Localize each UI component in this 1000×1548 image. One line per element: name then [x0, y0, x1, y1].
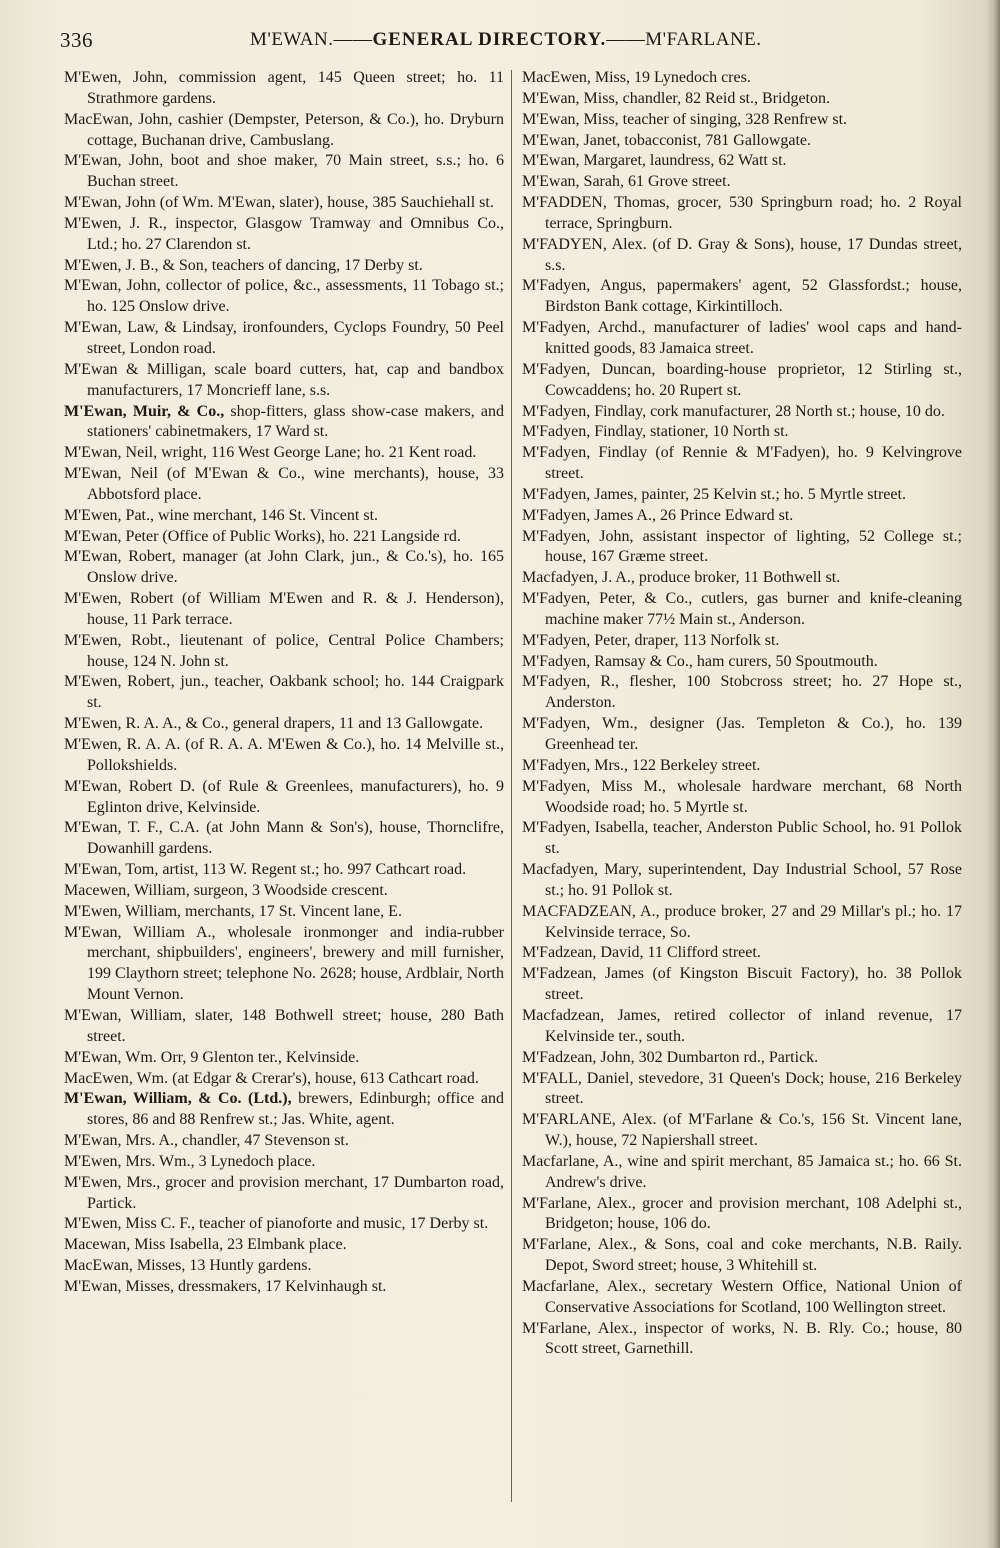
directory-entry: M'Ewan, John (of Wm. M'Ewan, slater), house, 385 Sauchiehall st. — [64, 194, 494, 212]
directory-entry: MacEwan, John, cashier (Dempster, Peterson, & Co.), ho. Dryburn cottage, Buchanan drive, Cambuslang. — [64, 110, 504, 149]
directory-entry: M'Ewan, John, collector of police, &c., assessments, 11 Tobago st.; ho. 125 Onslow drive. — [64, 277, 504, 316]
directory-entry: M'Fadyen, Archd., manufacturer of ladies' wool caps and hand-knitted goods, 83 Jamaica street. — [522, 319, 962, 357]
directory-entry: M'Fadyen, Findlay, cork manufacturer, 28 North st.; house, 10 do. — [522, 402, 945, 420]
directory-entry: M'Ewan, Wm. Orr, 9 Glenton ter., Kelvinside. — [64, 1048, 360, 1066]
directory-entry: M'Fadyen, Findlay (of Rennie & M'Fadyen), ho. 9 Kelvingrove street. — [522, 444, 962, 483]
directory-entry: M'Farlane, Alex., grocer and provision merchant, 108 Adelphi st., Bridgeton; house, 106 do. — [522, 1194, 962, 1233]
directory-entry: M'Fadzean, David, 11 Clifford street. — [522, 944, 761, 962]
directory-entry: M'FARLANE, Alex. (of M'Farlane & Co.'s, 156 St. Vincent lane, W.), house, 72 Napiershall street. — [522, 1111, 962, 1150]
directory-entry: M'Fadyen, Duncan, boarding-house proprietor, 12 Stirling st., Cowcaddens; ho. 20 Rupert st. — [522, 360, 962, 399]
directory-entry: M'Ewen, John, commission agent, 145 Queen street; ho. 11 Strathmore gardens. — [64, 69, 504, 107]
directory-entry: Macfadyen, Mary, superintendent, Day Industrial School, 57 Rose st.; ho. 91 Pollok st. — [522, 861, 962, 899]
directory-entry: Macewan, Miss Isabella, 23 Elmbank place. — [64, 1236, 347, 1254]
directory-entry: M'FALL, Daniel, stevedore, 31 Queen's Dock; house, 216 Berkeley street. — [522, 1069, 962, 1108]
directory-entry: M'Ewen, R. A. A., & Co., general drapers, 11 and 13 Gallowgate. — [64, 715, 484, 733]
directory-entry: M'Fadyen, James A., 26 Prince Edward st. — [522, 506, 794, 524]
directory-entry: M'Ewan, Neil, wright, 116 West George Lane; ho. 21 Kent road. — [64, 444, 477, 462]
directory-entry: M'Ewan & Milligan, scale board cutters, hat, cap and bandbox manufacturers, 17 Moncrieff lane, s.s. — [64, 360, 504, 399]
page-number: 336 — [60, 28, 93, 52]
directory-entry: Macfadzean, James, retired collector of inland revenue, 17 Kelvinside ter., south. — [522, 1006, 962, 1045]
directory-entry: M'Fadyen, Isabella, teacher, Anderston Public School, ho. 91 Pollok st. — [522, 819, 962, 858]
directory-entry: M'Fadyen, James, painter, 25 Kelvin st.; ho. 5 Myrtle street. — [522, 485, 906, 503]
directory-entry: M'Ewan, Tom, artist, 113 W. Regent st.; ho. 997 Cathcart road. — [64, 861, 467, 879]
directory-entry: M'Ewen, J. R., inspector, Glasgow Tramway and Omnibus Co., Ltd.; ho. 27 Clarendon st. — [64, 214, 504, 253]
directory-entry: M'Ewen, Robt., lieutenant of police, Central Police Chambers; house, 124 N. John st. — [64, 631, 504, 670]
page-edge-shadow — [986, 0, 1000, 1548]
directory-entry: M'Ewen, Mrs., grocer and provision merchant, 17 Dumbarton road, Partick. — [64, 1173, 504, 1212]
directory-entry: M'Ewan, William, & Co. (Ltd.), brewers, Edinburgh; office and stores, 86 and 88 Renfrew st.; Jas. White, agent. — [64, 1090, 504, 1129]
directory-entry: M'Fadzean, James (of Kingston Biscuit Factory), ho. 38 Pollok street. — [522, 965, 962, 1004]
directory-entry: M'Ewen, R. A. A. (of R. A. A. M'Ewen & Co.), ho. 14 Melville st., Pollokshields. — [64, 736, 504, 774]
directory-entry: M'Ewan, T. F., C.A. (at John Mann & Son's), house, Thornclifre, Dowanhill gardens. — [64, 819, 504, 858]
directory-entry: MacEwen, Wm. (at Edgar & Crerar's), house, 613 Cathcart road. — [64, 1069, 479, 1087]
directory-entry: M'Ewan, Miss, chandler, 82 Reid st., Bridgeton. — [522, 89, 830, 107]
directory-entry: M'Ewan, Peter (Office of Public Works), ho. 221 Langside rd. — [64, 527, 461, 545]
directory-entry: M'Ewan, William A., wholesale ironmonger and india-rubber merchant, shipbuilders', engineers', brewery and mill furnisher, 199 Claythorn street; telephone No. 2628; house, Ardblair, North Mount Vernon. — [64, 923, 504, 1004]
directory-entry: M'Fadyen, Findlay, stationer, 10 North st. — [522, 423, 789, 441]
directory-entry: Macfarlane, Alex., secretary Western Office, National Union of Conservative Associations for Scotland, 100 Wellington street. — [522, 1277, 962, 1316]
directory-entry: M'FADYEN, Alex. (of D. Gray & Sons), house, 17 Dundas street, s.s. — [522, 235, 962, 274]
directory-entry: M'Fadyen, John, assistant inspector of lighting, 52 College st.; house, 167 Græme street. — [522, 527, 962, 566]
directory-entry: M'Fadyen, R., flesher, 100 Stobcross street; ho. 27 Hope st., Anderston. — [522, 673, 962, 712]
column-divider — [511, 70, 512, 1502]
entry-name-bold: M'Ewan, William, & Co. (Ltd.), — [64, 1090, 292, 1108]
directory-entry: M'Ewan, Sarah, 61 Grove street. — [522, 173, 731, 191]
directory-entry: M'Ewan, Miss, teacher of singing, 328 Renfrew st. — [522, 110, 848, 128]
directory-entry: M'Fadyen, Wm., designer (Jas. Templeton & Co.), ho. 139 Greenhead ter. — [522, 715, 962, 753]
page-header — [60, 28, 965, 54]
directory-entry: MacEwan, Misses, 13 Huntly gardens. — [64, 1257, 312, 1275]
directory-entry: M'Ewen, Pat., wine merchant, 146 St. Vincent st. — [64, 506, 379, 524]
right-column — [522, 68, 962, 1360]
directory-entry: M'Fadyen, Ramsay & Co., ham curers, 50 Spoutmouth. — [522, 652, 878, 670]
running-head-title: GENERAL DIRECTORY. — [372, 29, 607, 50]
directory-entry: M'Ewan, Margaret, laundress, 62 Watt st. — [522, 152, 787, 170]
running-head-right: M'FARLANE. — [645, 29, 762, 50]
directory-entry: M'Fadyen, Peter, & Co., cutlers, gas burner and knife-cleaning machine maker 77½ Main st., Anderson. — [522, 590, 962, 628]
directory-entry: M'Ewan, Mrs. A., chandler, 47 Stevenson st. — [64, 1132, 349, 1150]
directory-entry: M'Ewen, Miss C. F., teacher of pianoforte and music, 17 Derby st. — [64, 1215, 489, 1233]
directory-entry: M'Ewen, Mrs. Wm., 3 Lynedoch place. — [64, 1152, 316, 1170]
directory-entry: MACFADZEAN, A., produce broker, 27 and 29 Millar's pl.; ho. 17 Kelvinside terrace, So. — [522, 902, 962, 941]
directory-entry: M'Fadyen, Miss M., wholesale hardware merchant, 68 North Woodside road; ho. 5 Myrtle st. — [522, 777, 962, 816]
entry-name-bold: M'Ewan, Muir, & Co., — [64, 402, 225, 420]
directory-entry: M'Ewan, Neil (of M'Ewan & Co., wine merchants), house, 33 Abbotsford place. — [64, 465, 504, 503]
directory-entry: Macewen, William, surgeon, 3 Woodside crescent. — [64, 881, 388, 899]
directory-entry: M'Farlane, Alex., inspector of works, N. B. Rly. Co.; house, 80 Scott street, Garnethill. — [522, 1319, 962, 1358]
directory-entry: M'Fadyen, Angus, papermakers' agent, 52 Glassfordst.; house, Birdston Bank cottage, Kirkintilloch. — [522, 277, 962, 316]
directory-entry: M'Ewen, Robert (of William M'Ewen and R. & J. Henderson), house, 11 Park terrace. — [64, 590, 504, 628]
directory-entry: M'Farlane, Alex., & Sons, coal and coke merchants, N.B. Raily. Depot, Sword street; house, 3 Whitehill st. — [522, 1236, 962, 1275]
directory-entry: M'Ewen, Robert, jun., teacher, Oakbank school; ho. 144 Craigpark st. — [64, 673, 504, 712]
directory-entry: M'FADDEN, Thomas, grocer, 530 Springburn road; ho. 2 Royal terrace, Springburn. — [522, 194, 962, 232]
directory-entry: MacEwen, Miss, 19 Lynedoch cres. — [522, 69, 751, 86]
directory-entry: M'Ewen, J. B., & Son, teachers of dancing, 17 Derby st. — [64, 256, 423, 274]
left-column — [64, 68, 504, 1298]
directory-entry: M'Fadyen, Peter, draper, 113 Norfolk st. — [522, 631, 780, 649]
directory-entry: Macfadyen, J. A., produce broker, 11 Bothwell st. — [522, 569, 841, 587]
directory-entry: M'Fadzean, John, 302 Dumbarton rd., Partick. — [522, 1048, 819, 1066]
directory-entry: M'Ewan, Janet, tobacconist, 781 Gallowgate. — [522, 131, 812, 149]
directory-entry: Macfarlane, A., wine and spirit merchant, 85 Jamaica st.; ho. 66 St. Andrew's drive. — [522, 1152, 962, 1191]
directory-entry: M'Ewan, Robert D. (of Rule & Greenlees, manufacturers), ho. 9 Eglinton drive, Kelvinside. — [64, 777, 504, 816]
running-head-left: M'EWAN. — [250, 29, 334, 50]
directory-entry: M'Ewen, William, merchants, 17 St. Vincent lane, E. — [64, 902, 402, 920]
directory-entry: M'Fadyen, Mrs., 122 Berkeley street. — [522, 756, 761, 774]
directory-entry: M'Ewan, Misses, dressmakers, 17 Kelvinhaugh st. — [64, 1277, 387, 1295]
directory-entry: M'Ewan, Robert, manager (at John Clark, jun., & Co.'s), ho. 165 Onslow drive. — [64, 548, 504, 587]
directory-entry: M'Ewan, Muir, & Co., shop-fitters, glass show-case makers, and stationers' cabinetmakers, 17 Ward st. — [64, 402, 504, 441]
directory-entry: M'Ewan, John, boot and shoe maker, 70 Main street, s.s.; ho. 6 Buchan street. — [64, 152, 504, 191]
directory-entry: M'Ewan, Law, & Lindsay, ironfounders, Cyclops Foundry, 50 Peel street, London road. — [64, 319, 504, 357]
running-head: M'EWAN.——GENERAL DIRECTORY.——M'FARLANE. — [250, 29, 762, 50]
directory-entry: M'Ewan, William, slater, 148 Bothwell street; house, 280 Bath street. — [64, 1006, 504, 1045]
